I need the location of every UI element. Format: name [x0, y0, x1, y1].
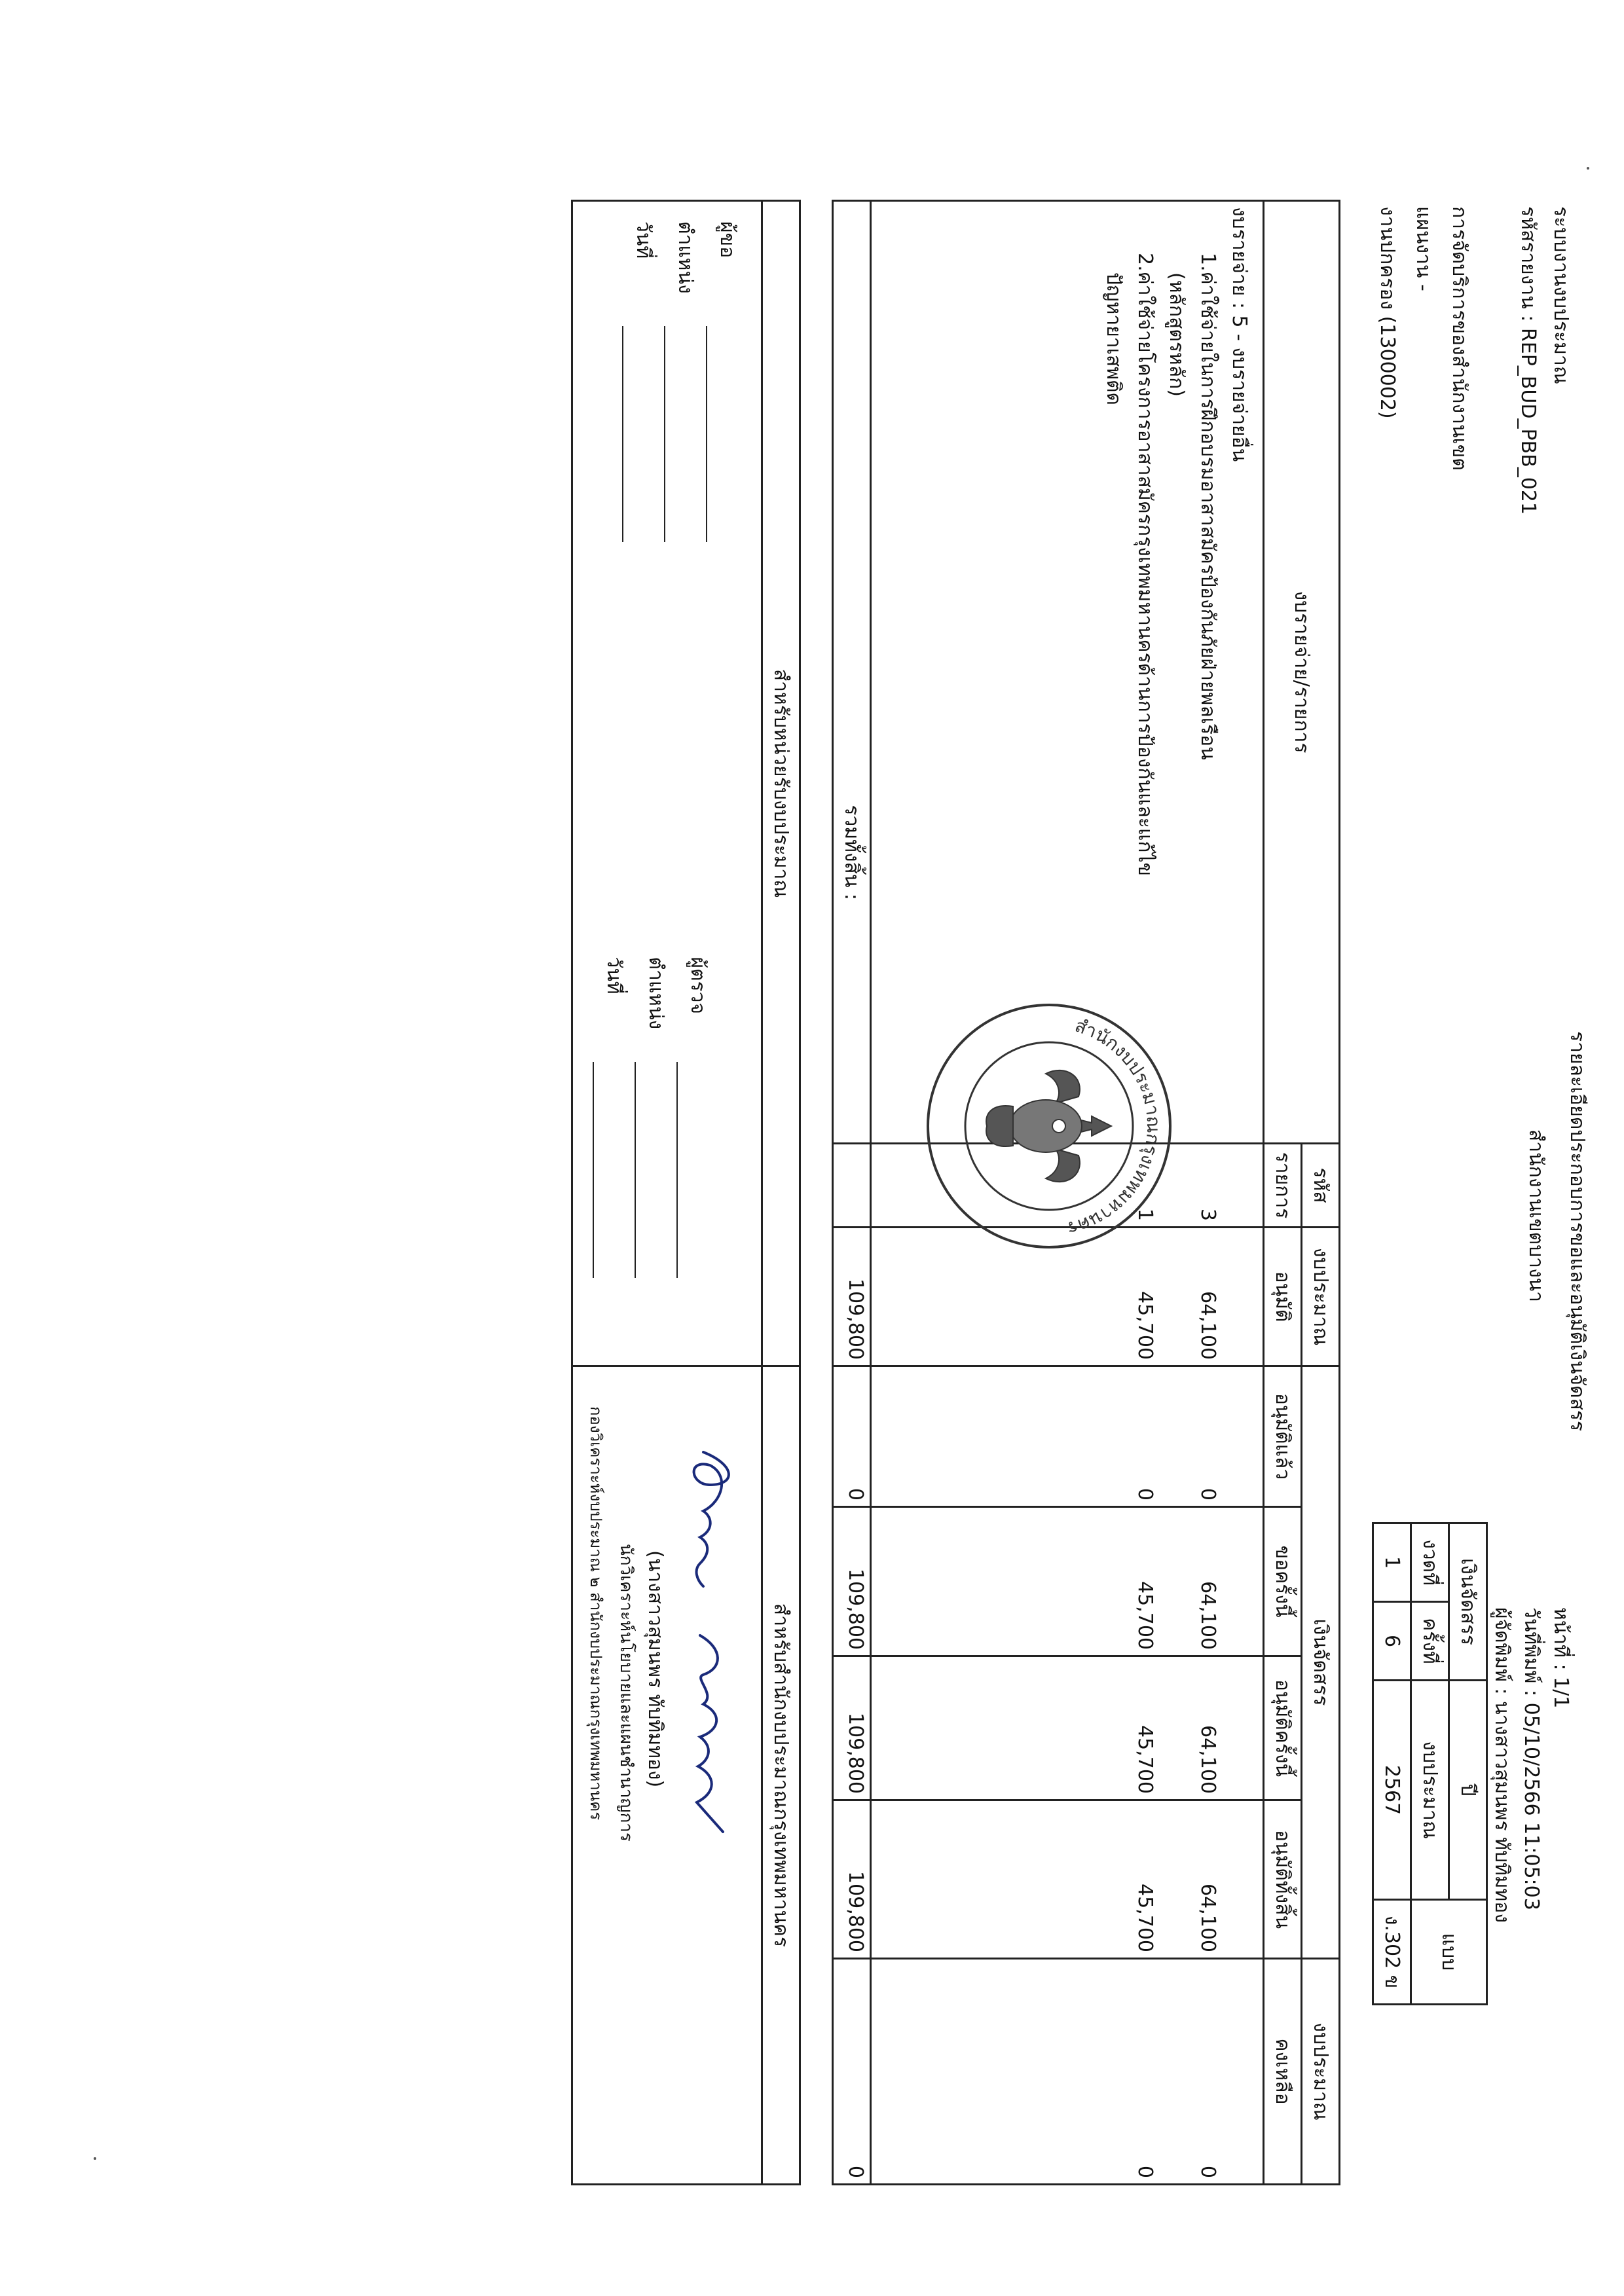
item-1-name: 1.ค่าใช้จ่ายในการฝึกอบรมอาสาสมัครป้องกันภัยฝ่ายพลเรือน — [1196, 253, 1219, 760]
total-code — [833, 1144, 871, 1228]
col-code-header-top: รหัส — [1302, 1144, 1340, 1228]
item-2-name: 2.ค่าใช้จ่ายโครงการอาสาสมัครกรุงเทพมหานครด้านการป้องกันและแก้ไข — [1134, 253, 1156, 876]
item-2-code: 1 — [1134, 1208, 1156, 1221]
total-label: รวมทั้งสิ้น : — [833, 201, 871, 1144]
period-label: งวดที่ — [1411, 1523, 1449, 1602]
agency-signature-cell — [572, 201, 762, 1366]
item-2-budget: 45,700 — [1134, 1291, 1156, 1360]
checker-blank — [677, 1062, 695, 1278]
total-budget: 109,800 — [833, 1228, 871, 1366]
bma-signature-cell — [572, 1366, 762, 2185]
col-allocation-group-header: เงินจัดสรร — [1302, 1366, 1340, 1959]
print-date: วันที่พิมพ์ : 05/10/2566 11:05:03 — [1520, 1607, 1543, 1910]
total-approved-now: 109,800 — [833, 1656, 871, 1800]
work-unit: งานปกครอง (1300002) — [1376, 206, 1399, 419]
year-value: 2567 — [1373, 1681, 1411, 1900]
plan-name: แผนงาน - — [1412, 206, 1435, 291]
remaining-cell — [871, 1959, 1264, 2185]
signature-table — [571, 200, 801, 2185]
garuda-emblem-icon — [986, 1070, 1111, 1182]
office-name: สำนักงานเขตบางนา — [1524, 1129, 1547, 1302]
item-2-approved-total: 45,700 — [1134, 1884, 1156, 1953]
bma-budget-office-seal — [921, 998, 1177, 1254]
report-code: รหัสรายงาน : REP_BUD_PBB_021 — [1517, 206, 1540, 515]
item-1-sub: (หลักสูตรหลัก) — [1165, 272, 1188, 397]
page-number: หน้าที่ : 1/1 — [1549, 1607, 1572, 1709]
alloc-label: เงินจัดสรร — [1449, 1523, 1487, 1681]
checker-label: ผู้ตรวจ — [686, 957, 710, 1015]
item-2-sub: ปัญหายาเสพติด — [1102, 272, 1125, 405]
total-approved-before: 0 — [833, 1366, 871, 1507]
item-1-approved-before: 0 — [1196, 1487, 1219, 1501]
requester-blank — [706, 326, 724, 542]
form-label: แบบ — [1411, 1900, 1487, 2005]
total-remaining: 0 — [833, 1959, 871, 2185]
approver-name: (นางสาวสุมนพร ทับทิมทอง) — [644, 1550, 667, 1788]
item-2-approved-before: 0 — [1134, 1487, 1156, 1501]
col-approved-now-header: อนุมัติครั้งนี้ — [1264, 1656, 1302, 1800]
scan-speck — [94, 2157, 96, 2160]
requester-position-blank — [664, 326, 682, 542]
col-remaining-header-bottom: คงเหลือ — [1264, 1959, 1302, 2185]
scan-speck — [1587, 167, 1589, 170]
budget-year-label: งบประมาณ — [1411, 1681, 1449, 1900]
handwritten-signature — [677, 1439, 749, 1897]
expense-category: งบรายจ่าย : 5 - งบรายจ่ายอื่น — [1228, 207, 1251, 462]
report-title: รายละเอียดประกอบการขอและอนุมัติเงินจัดสรร — [1566, 1031, 1589, 1432]
service-name: การจัดบริการของสำนักงานเขต — [1448, 206, 1471, 471]
agency-section-title: สำหรับหน่วยรับงบประมาณ — [762, 201, 800, 1366]
item-1-code: 3 — [1196, 1208, 1219, 1221]
checker-line — [677, 957, 719, 1278]
system-name: ระบบงานงบประมาณ — [1549, 206, 1572, 384]
printed-by: ผู้จัดพิมพ์ : นางสาวสุมนพร ทับทิมทอง — [1490, 1607, 1513, 1923]
checker-date-blank — [593, 1062, 612, 1278]
seal-text: สำนักงบประมาณกรุงเทพมหานคร — [1065, 1014, 1165, 1240]
col-approved-before-header: อนุมัติแล้ว — [1264, 1366, 1302, 1507]
item-1-approved-now: 64,100 — [1196, 1725, 1219, 1794]
col-request-now-header: ขอครั้งนี้ — [1264, 1507, 1302, 1656]
checker-block — [593, 957, 719, 1278]
requester-date-blank — [622, 326, 640, 542]
request-now-cell — [871, 1507, 1264, 1656]
approver-unit: กองวิเคราะห์งบประมาณ ๒ สำนักงบประมาณกรุงเทพมหานคร — [587, 1406, 605, 1821]
requester-date-label: วันที่ — [632, 221, 655, 259]
approver-title: นักวิเคราะห์นโยบายและแผนชำนาญการ — [616, 1544, 636, 1842]
col-item-header: งบรายจ่าย/รายการ — [1264, 201, 1340, 1144]
period-value: 1 — [1373, 1523, 1411, 1602]
round-label: ครั้งที่ — [1411, 1602, 1449, 1681]
item-1-remaining: 0 — [1196, 2165, 1219, 2179]
item-1-budget: 64,100 — [1196, 1291, 1219, 1360]
approved-now-cell — [871, 1656, 1264, 1800]
col-remaining-header-top: งบประมาณ — [1302, 1959, 1340, 2185]
item-1-request-now: 64,100 — [1196, 1581, 1219, 1650]
allocation-box — [1372, 1522, 1488, 2005]
item-2-remaining: 0 — [1134, 2165, 1156, 2179]
year-label: ปี — [1449, 1681, 1487, 1900]
bma-section-title: สำหรับสำนักงบประมาณกรุงเทพมหานคร — [762, 1366, 800, 2185]
total-approved-total: 109,800 — [833, 1800, 871, 1959]
item-2-approved-now: 45,700 — [1134, 1725, 1156, 1794]
checker-position-line — [635, 957, 677, 1278]
round-value: 6 — [1373, 1602, 1411, 1681]
requester-position-label: ตำแหน่ง — [674, 221, 697, 294]
total-request-now: 109,800 — [833, 1507, 871, 1656]
approved-total-cell — [871, 1800, 1264, 1959]
requester-label: ผู้ขอ — [716, 221, 739, 259]
col-budget-header-bottom: อนุมัติ — [1264, 1228, 1302, 1366]
item-1-approved-total: 64,100 — [1196, 1884, 1219, 1953]
col-approved-total-header: อนุมัติทั้งสิ้น — [1264, 1800, 1302, 1959]
report-sheet — [57, 160, 1602, 2229]
col-code-header-bottom: รายการ — [1264, 1144, 1302, 1228]
checker-position-label: ตำแหน่ง — [644, 957, 668, 1030]
total-row — [833, 201, 871, 2185]
checker-position-blank — [635, 1062, 654, 1278]
item-2-request-now: 45,700 — [1134, 1581, 1156, 1650]
approved-before-cell — [871, 1366, 1264, 1507]
checker-date-line — [593, 957, 635, 1278]
form-value: ง.302 ข — [1373, 1900, 1411, 2005]
checker-date-label: วันที่ — [602, 957, 626, 994]
col-budget-header-top: งบประมาณ — [1302, 1228, 1340, 1366]
